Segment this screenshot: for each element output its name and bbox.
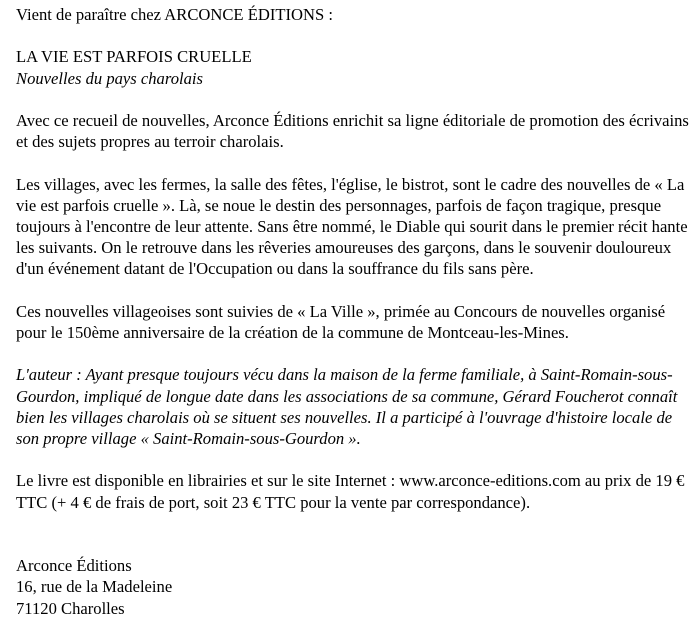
spacer <box>16 280 692 301</box>
spacer <box>16 513 692 534</box>
availability-paragraph: Le livre est disponible en librairies et sur le site Internet : www.arconce-editions.com au prix de 19 € TTC (+ 4 € de frais de port, soit 23 € TTC pour la vente par correspondance). <box>16 471 685 512</box>
description-paragraph: Les villages, avec les fermes, la salle des fêtes, l'église, le bistrot, sont le cadre des nouvelles de « La vie est parfois cruelle ». Là, se noue le destin des personnages, parfois de façon tragique, presque toujours à l'encontre de leur attente. Sans être nommé, le Diable qui sourit dans le premier récit hante les suivants. On le retrouve dans les rêveries amoureuses des garçons, dans le souvenir douloureux d'un événement datant de l'Occupation ou dans la souffrance du fils sans père. <box>16 174 688 279</box>
book-title: LA VIE EST PARFOIS CRUELLE <box>16 47 252 67</box>
announcement: Vient de paraître chez ARCONCE ÉDITIONS : <box>16 5 333 24</box>
spacer <box>16 152 692 173</box>
publisher-street: 16, rue de la Madeleine <box>16 577 173 597</box>
spacer <box>16 89 692 110</box>
author-paragraph: L'auteur : Ayant presque toujours vécu dans la maison de la ferme familiale, à Saint-Romain-sous-Gourdon, impliqué de longue date dans les associations de sa commune, Gérard Foucherot connaît bien les villages charolais où se situent ses nouvelles. Il a participé à l'ouvrage d'histoire locale de son propre village « Saint-Romain-sous-Gourdon ». <box>16 365 678 448</box>
spacer <box>16 534 692 555</box>
spacer <box>16 449 692 470</box>
intro-paragraph: Avec ce recueil de nouvelles, Arconce Éditions enrichit sa ligne éditoriale de promotion des écrivains et des sujets propres au terroir charolais. <box>16 110 689 152</box>
spacer <box>16 25 692 46</box>
ville-paragraph: Ces nouvelles villageoises sont suivies de « La Ville », primée au Concours de nouvelles organisé pour le 150ème anniversaire de la création de la commune de Montceau-les-Mines. <box>16 301 666 342</box>
spacer <box>16 343 692 364</box>
publisher-city: 71120 Charolles <box>16 598 125 618</box>
press-release <box>16 4 692 619</box>
book-subtitle: Nouvelles du pays charolais <box>16 68 203 88</box>
publisher-name: Arconce Éditions <box>16 556 132 576</box>
